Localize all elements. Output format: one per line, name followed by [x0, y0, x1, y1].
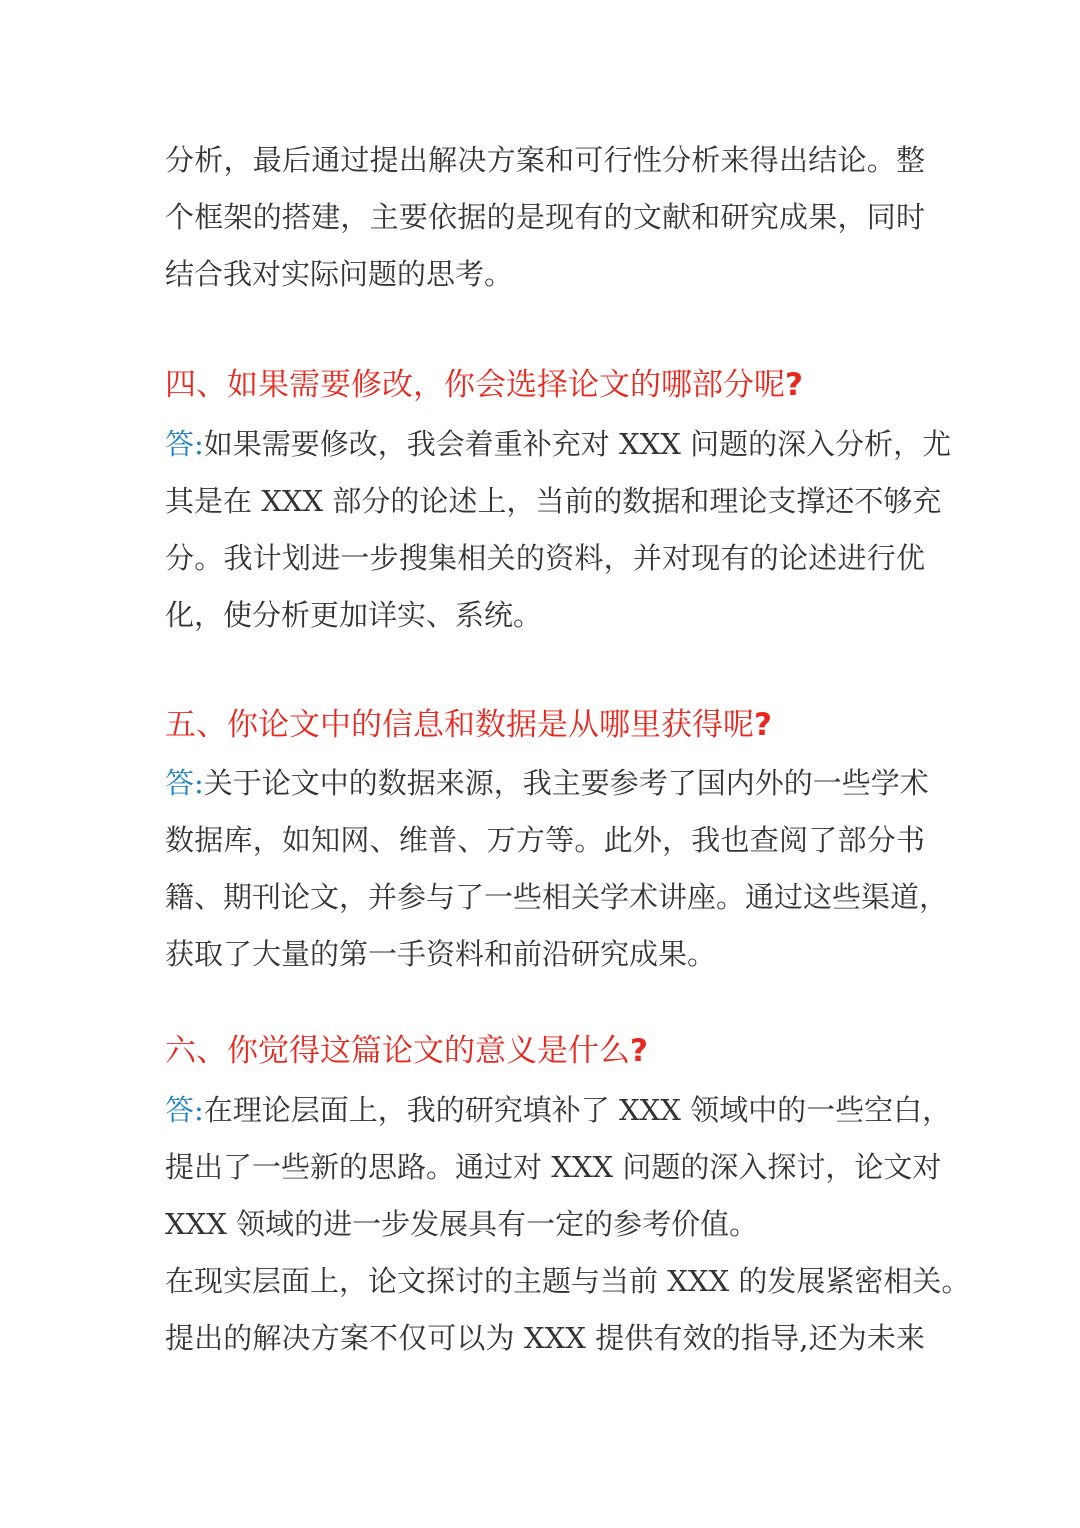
section-6-heading-text: 六、你觉得这篇论文的意义是什么 [165, 1033, 630, 1069]
section-4-heading-text: 四、如果需要修改，你会选择论文的哪部分呢 [165, 367, 785, 403]
section-4-heading [165, 364, 925, 406]
section-6-answer-line-5: 提出的解决方案不仅可以为 XXX 提供有效的指导,还为未来 [165, 1321, 925, 1355]
section-6-answer-line-2: 提出了一些新的思路。通过对 XXX 问题的深入探讨，论文对 [165, 1150, 942, 1184]
section-4-answer-line-2: 其是在 XXX 部分的论述上，当前的数据和理论支撑还不够充 [165, 484, 942, 518]
section-6-answer-line-4: 在现实层面上，论文探讨的主题与当前 XXX 的发展紧密相关。 [165, 1264, 971, 1298]
section-6-answer-text: 在理论层面上，我的研究填补了 XXX 领域中的一些空白， [203, 1093, 952, 1127]
section-5-heading [165, 704, 925, 746]
intro-line-1: 分析，最后通过提出解决方案和可行性分析来得出结论。整 [165, 143, 925, 177]
section-5-answer-text: 关于论文中的数据来源，我主要参考了国内外的一些学术 [203, 766, 929, 800]
answer-label: 答: [165, 766, 204, 800]
section-6-answer-line-1 [165, 1090, 952, 1130]
section-4-answer-line-3: 分。我计划进一步搜集相关的资料，并对现有的论述进行优 [165, 541, 925, 575]
section-4-heading-mark: ? [785, 367, 803, 403]
section-4-answer-text: 如果需要修改，我会着重补充对 XXX 问题的深入分析，尤 [203, 427, 952, 461]
answer-label: 答: [165, 1093, 204, 1127]
section-5-heading-text: 五、你论文中的信息和数据是从哪里获得呢 [165, 707, 754, 743]
section-5-answer-line-4: 获取了大量的第一手资料和前沿研究成果。 [165, 937, 717, 971]
section-5-heading-mark: ? [754, 707, 772, 743]
section-6-answer-line-3: XXX 领域的进一步发展具有一定的参考价值。 [165, 1207, 759, 1241]
answer-label: 答: [165, 427, 204, 461]
section-5-answer-line-1 [165, 763, 929, 803]
section-6-heading [165, 1030, 925, 1072]
section-5-answer-line-3: 籍、期刊论文，并参与了一些相关学术讲座。通过这些渠道， [165, 880, 949, 914]
intro-line-3: 结合我对实际问题的思考。 [165, 257, 514, 291]
section-4-answer-line-4: 化，使分析更加详实、系统。 [165, 598, 543, 632]
section-6-heading-mark: ? [630, 1033, 648, 1069]
section-4-answer-line-1 [165, 424, 952, 464]
section-5-answer-line-2: 数据库，如知网、维普、万方等。此外，我也查阅了部分书 [165, 823, 925, 857]
intro-line-2: 个框架的搭建，主要依据的是现有的文献和研究成果，同时 [165, 200, 925, 234]
